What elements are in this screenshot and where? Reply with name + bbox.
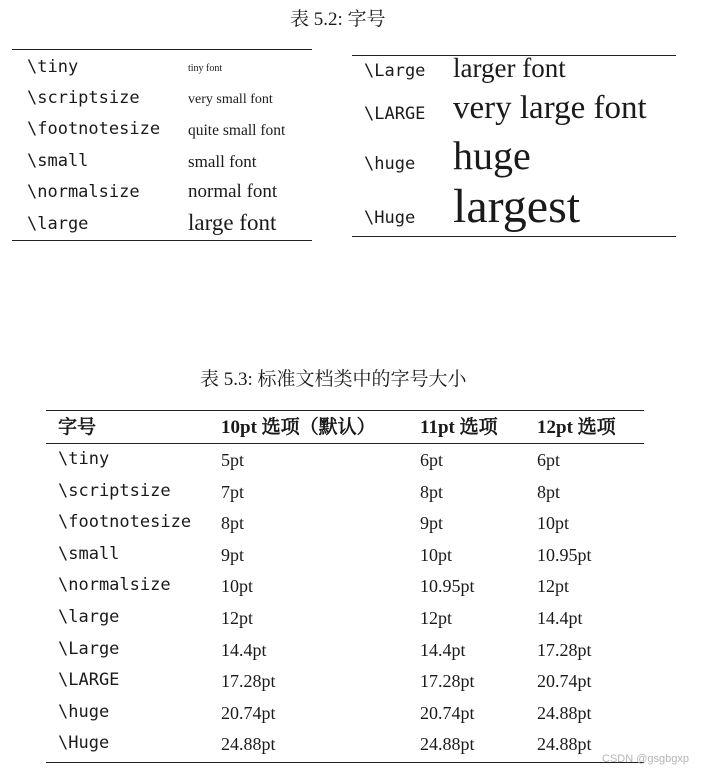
font-sample: small font (188, 152, 257, 171)
table-5-2-right-bottom-rule (352, 236, 676, 237)
size-value-cell: 17.28pt (221, 671, 276, 692)
font-command: \scriptsize (27, 88, 140, 108)
font-command: \huge (364, 154, 416, 174)
font-command: \normalsize (27, 182, 140, 202)
table-5-2-left-top-rule (12, 49, 312, 50)
size-value-cell: 9pt (221, 544, 245, 565)
size-value-cell: 12pt (537, 576, 570, 597)
watermark: CSDN @gsgbgxp (602, 753, 689, 765)
size-value-cell: 14.4pt (420, 639, 466, 660)
font-command-cell: \LARGE (58, 670, 120, 691)
font-command-cell: \small (58, 543, 120, 564)
table-5-2-caption: 表 5.2: 字号 (290, 9, 386, 30)
font-command-cell: \Huge (58, 733, 110, 754)
size-value-cell: 14.4pt (537, 608, 583, 628)
size-value-cell: 8pt (420, 481, 444, 502)
font-command: \tiny (27, 57, 79, 77)
size-value-cell: 8pt (537, 481, 561, 502)
table-header-cell: 10pt 选项（默认） (221, 417, 376, 438)
font-sample: normal font (188, 181, 278, 202)
size-value-cell: 17.28pt (420, 671, 475, 692)
font-sample: large font (188, 210, 277, 235)
font-command: \small (27, 151, 89, 171)
font-command-cell: \normalsize (58, 575, 171, 596)
size-value-cell: 12pt (420, 608, 453, 628)
font-command-cell: \huge (58, 701, 110, 722)
table-5-3-bottom-rule (46, 762, 644, 763)
size-value-cell: 5pt (221, 450, 245, 470)
size-value-cell: 24.88pt (537, 702, 592, 723)
size-value-cell: 14.4pt (221, 639, 267, 660)
size-value-cell: 9pt (420, 513, 444, 534)
font-sample: very small font (188, 92, 273, 107)
size-value-cell: 10pt (537, 513, 570, 534)
size-value-cell: 10pt (420, 544, 453, 565)
size-value-cell: 17.28pt (537, 639, 592, 660)
font-command-cell: \large (58, 607, 120, 627)
size-value-cell: 12pt (221, 608, 254, 628)
size-value-cell: 24.88pt (221, 734, 276, 755)
size-value-cell: 6pt (420, 450, 444, 470)
size-value-cell: 10.95pt (420, 576, 475, 597)
font-sample: huge (453, 133, 531, 178)
font-command: \Huge (364, 208, 416, 228)
font-sample: quite small font (188, 122, 286, 139)
table-5-2-left-bottom-rule (12, 240, 312, 241)
font-sample: largest (453, 180, 581, 233)
table-header-cell: 11pt 选项 (420, 417, 498, 438)
size-value-cell: 24.88pt (537, 734, 592, 755)
size-value-cell: 20.74pt (537, 671, 592, 692)
size-value-cell: 24.88pt (420, 734, 475, 755)
size-value-cell: 7pt (221, 481, 245, 502)
size-value-cell: 8pt (221, 513, 245, 534)
font-command-cell: \scriptsize (58, 480, 171, 501)
size-value-cell: 10pt (221, 576, 254, 597)
font-command-cell: \footnotesize (58, 512, 192, 533)
font-sample: tiny font (188, 63, 223, 74)
font-command: \large (27, 214, 89, 234)
table-5-3-header-rule (46, 443, 644, 444)
table-5-3-top-rule (46, 410, 644, 411)
font-command-cell: \Large (58, 638, 120, 659)
font-command: \LARGE (364, 104, 426, 124)
size-value-cell: 20.74pt (221, 702, 276, 723)
font-command-cell: \tiny (58, 449, 110, 469)
table-5-3-caption: 表 5.3: 标准文档类中的字号大小 (200, 369, 467, 390)
size-value-cell: 20.74pt (420, 702, 475, 723)
size-value-cell: 10.95pt (537, 544, 592, 565)
font-sample: larger font (453, 53, 566, 83)
table-header-cell: 12pt 选项 (537, 417, 616, 438)
size-value-cell: 6pt (537, 450, 561, 470)
font-command: \footnotesize (27, 119, 161, 139)
table-header-cell: 字号 (58, 417, 97, 438)
font-command: \Large (364, 61, 426, 81)
font-sample: very large font (453, 90, 647, 126)
